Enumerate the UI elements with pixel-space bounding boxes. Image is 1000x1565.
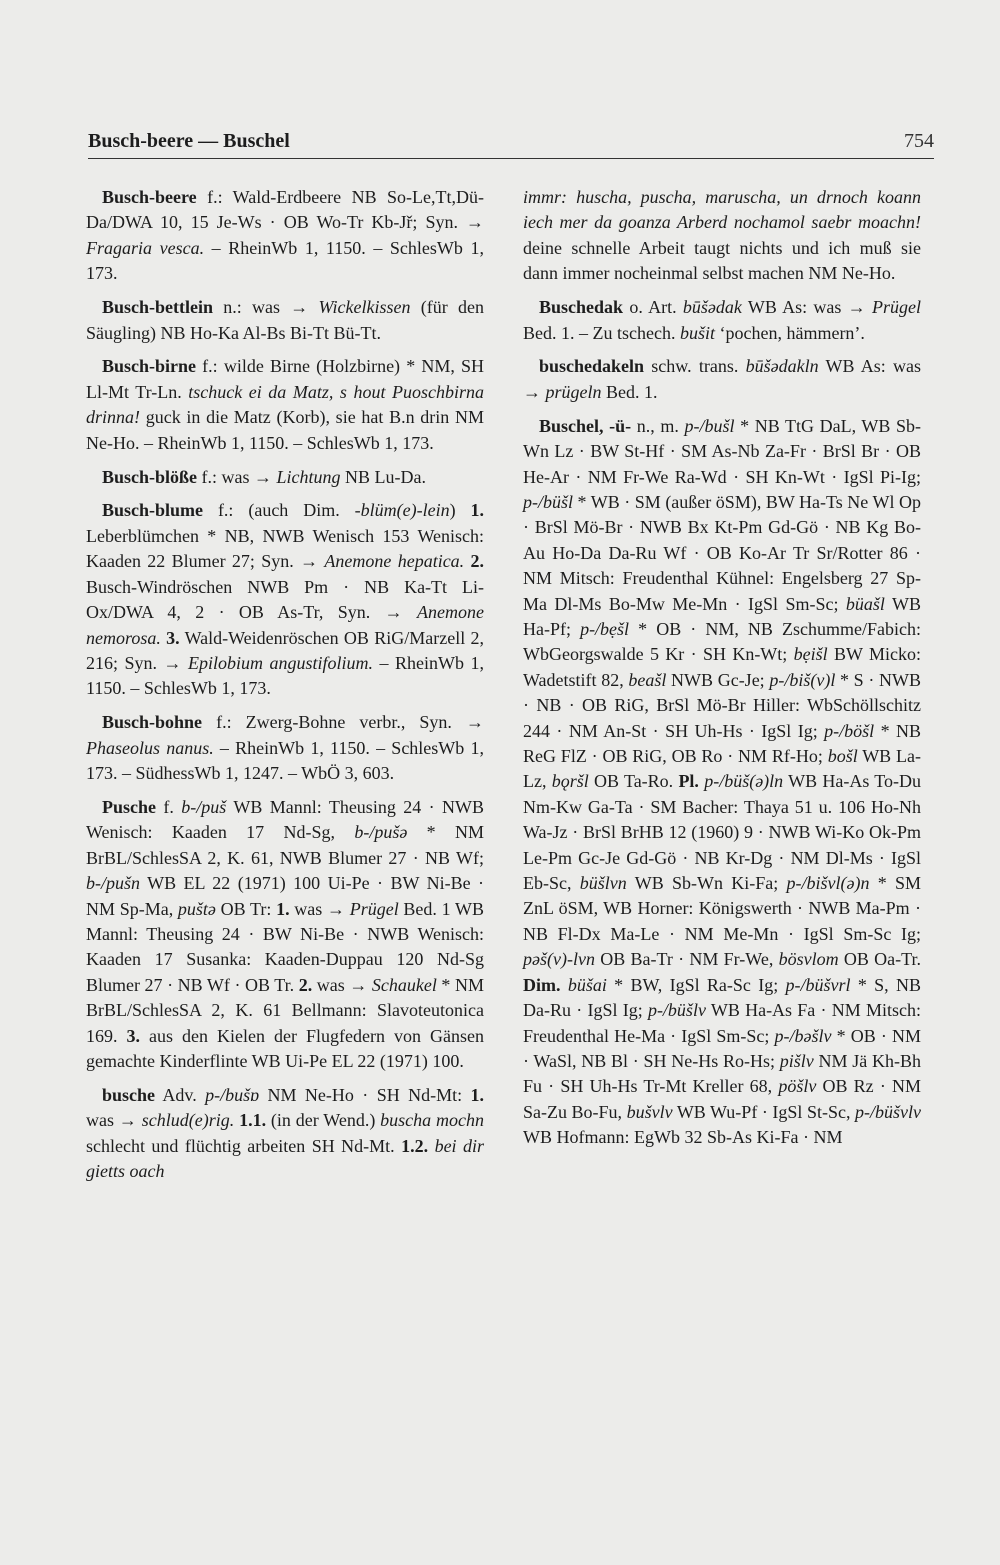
headword: Buschedak	[539, 297, 624, 318]
headword: buschedakeln	[539, 356, 645, 377]
headword: Busch-bettlein	[102, 297, 214, 318]
entry-busch-blume: Busch-blume f.: (auch Dim. -blüm(e)-lein) 1. Leberblümchen * NB, NWB Wenisch 153 Wenisch: Kaaden 22 Blumer 27; Syn. → Anemone hepatica. 2. Busch-Windröschen NWB Pm · NB Ka-Tt Li-Ox/DWA 4, 2 · OB As-Tr, Syn. → Anemone nemorosa. 3. Wald-Weidenröschen OB RiG/Marzell 2, 216; Syn. → Epilobium angustifolium. – RheinWb 1, 1150. – SchlesWb 1, 173.	[86, 500, 485, 699]
headword: Busch-birne	[102, 356, 197, 377]
right-column	[523, 185, 921, 1159]
entry-buschedak: Buschedak o. Art. būšədak WB As: was → Prügel Bed. 1. – Zu tschech. bušit ‘pochen, hämmern’.	[523, 297, 921, 343]
entry-buschedakeln: buschedakeln schw. trans. būšədakln WB As: was → prügeln Bed. 1.	[523, 356, 921, 402]
headword: Busch-beere	[102, 187, 197, 207]
left-column	[86, 185, 484, 1193]
entry-busch-birne: Busch-birne f.: wilde Birne (Holzbirne) * NM, SH Ll-Mt Tr-Ln. tschuck ei da Matz, s hout Puoschbirna drinna! guck in die Matz (Korb), sie hat B.n drin NM Ne-Ho. – RheinWb 1, 1150. – SchlesWb 1, 173.	[86, 356, 484, 453]
entry-busch-beere: Busch-beere f.: Wald-Erdbeere NB So-Le,Tt,Dü-Da/DWA 10, 15 Je-Ws · OB Wo-Tr Kb-Jř; Syn. → Fragaria vesca. – RheinWb 1, 1150. – SchlesWb 1, 173.	[86, 187, 484, 284]
page-number: 754	[904, 130, 934, 152]
entry-busche-continued: immr: huscha, puscha, maruscha, un drnoch koann iech mer da goanza Arberd nochamol saebr moachn! deine schnelle Arbeit taugt nichts und ich muß sie dann immer nocheinmal selbst machen NM Ne-Ho.	[523, 187, 921, 284]
headword: busche	[102, 1084, 156, 1105]
header-title: Busch-beere — Buschel	[88, 130, 290, 152]
running-header	[88, 128, 934, 159]
headword: Pusche	[102, 796, 156, 817]
entry-busch-bettlein: Busch-bettlein n.: was → Wickelkissen (für den Säugling) NB Ho-Ka Al-Bs Bi-Tt Bü-Tt.	[86, 297, 484, 343]
entry-busche: busche Adv. p-/bušɒ NM Ne-Ho · SH Nd-Mt: 1. was → schlud(e)rig. 1.1. (in der Wend.) buscha mochn schlecht und flüchtig arbeiten SH Nd-Mt. 1.2. bei dir gietts oach	[86, 1084, 485, 1182]
entry-buschel: Buschel, -ü- n., m. p-/bušl * NB TtG DaL, WB Sb-Wn Lz · BW St-Hf · SM As-Nb Za-Fr · BrSl Br · OB He-Ar · NM Fr-We Ra-Wd · SH Kn-Wt · IgSl Pi-Ig; p-/büšl * WB · SM (außer öSM), BW Ha-Ts Ne Wl Op · BrSl Mö-Br · NWB Bx Kt-Pm Gd-Gö · NB Kg Bo-Au Ho-Da Da-Ru Wf · OB Ko-Ar Tr Sr/Rotter 86 · NM Mitsch: Freudenthal Kühnel: Engelsberg 27 Sp-Ma Dl-Ms Bo-Mw Me-Mn · IgSl Sm-Sc; büašl WB Ha-Pf; p-/bẹšl * OB · NM, NB Zschumme/Fabich: WbGeorgswalde 5 Kr · SH Kn-Wt; bẹišl BW Micko: Wadetstift 82, beašl NWB Gc-Je; p-/biš(v)l * S · NWB · NB · OB RiG, BrSl Mö-Br Hiller: WbSchöllschitz 244 · NM An-St · SH Uh-Hs · IgSl Ig; p-/böšl * NB ReG FlZ · OB RiG, OB Ro · NM Rf-Ho; bošl WB La-Lz, bǫršl OB Ta-Ro. Pl. p-/büš(ə)ln WB Ha-As To-Du Nm-Kw Ga-Ta · SM Bacher: Thaya 51 u. 106 Ho-Nh Wa-Jz · BrSl BrHB 12 (1960) 9 · NWB Wi-Ko Ok-Pm Le-Pm Gc-Je Gd-Gö · NB Kr-Dg · NM Dl-Ms · IgSl Eb-Sc, büšlvn WB Sb-Wn Ki-Fa; p-/bišvl(ə)n * SM ZnL öSM, WB Horner: Königswerth · NWB Ma-Pm · NB Fl-Dx Ma-Le · NM Me-Mn · IgSl Sm-Sc Ig; pəš(v)-lvn OB Ba-Tr · NM Fr-We, bösvlom OB Oa-Tr. Dim. büšai * BW, IgSl Ra-Sc Ig; p-/büšvrl * S, NB Da-Ru · IgSl Ig; p-/büšlv WB Ha-As Fa · NM Mitsch: Freudenthal He-Ma · IgSl Sm-Sc; p-/bəšlv * OB · NM · WaSl, NB Bl · SH Ne-Hs Ro-Hs; pišlv NM Jä Kh-Bh Fu · SH Uh-Hs Tr-Mt Kreller 68, pöšlv OB Rz · NM Sa-Zu Bo-Fu, bušvlv WB Wu-Pf · IgSl St-Sc, p-/büšvlv WB Hofmann: EgWb 32 Sb-As Ki-Fa · NM	[523, 415, 922, 1148]
entry-pusche: Pusche f. b-/puš WB Mannl: Theusing 24 · NWB Wenisch: Kaaden 17 Nd-Sg, b-/pušə * NM BrBL/SchlesSA 2, K. 61, NWB Blumer 27 · NB Wf; b-/pušn WB EL 22 (1971) 100 Ui-Pe · BW Ni-Be · NM Sp-Ma, puštə OB Tr: 1. was → Prügel Bed. 1 WB Mannl: Theusing 24 · BW Ni-Be · NWB Wenisch: Kaaden 17 Susanka: Kaaden-Duppau 120 Nd-Sg Blumer 27 · NB Wf · OB Tr. 2. was → Schaukel * NM BrBL/SchlesSA 2, K. 61 Bellmann: Slavoteutonica 169. 3. aus den Kielen der Flugfedern von Gänsen gemachte Kinderflinte WB Ui-Pe EL 22 (1971) 100.	[86, 796, 484, 1071]
headword: Buschel, -ü-	[539, 415, 632, 436]
entry-busch-bohne: Busch-bohne f.: Zwerg-Bohne verbr., Syn. → Phaseolus nanus. – RheinWb 1, 1150. – SchlesWb 1, 173. – SüdhessWb 1, 1247. – WbÖ 3, 603.	[86, 712, 484, 784]
headword: Busch-blöße	[102, 466, 198, 487]
entry-busch-bloesse: Busch-blöße f.: was → Lichtung NB Lu-Da.	[102, 466, 427, 487]
headword: Busch-bohne	[102, 712, 203, 733]
headword: Busch-blume	[102, 500, 204, 521]
